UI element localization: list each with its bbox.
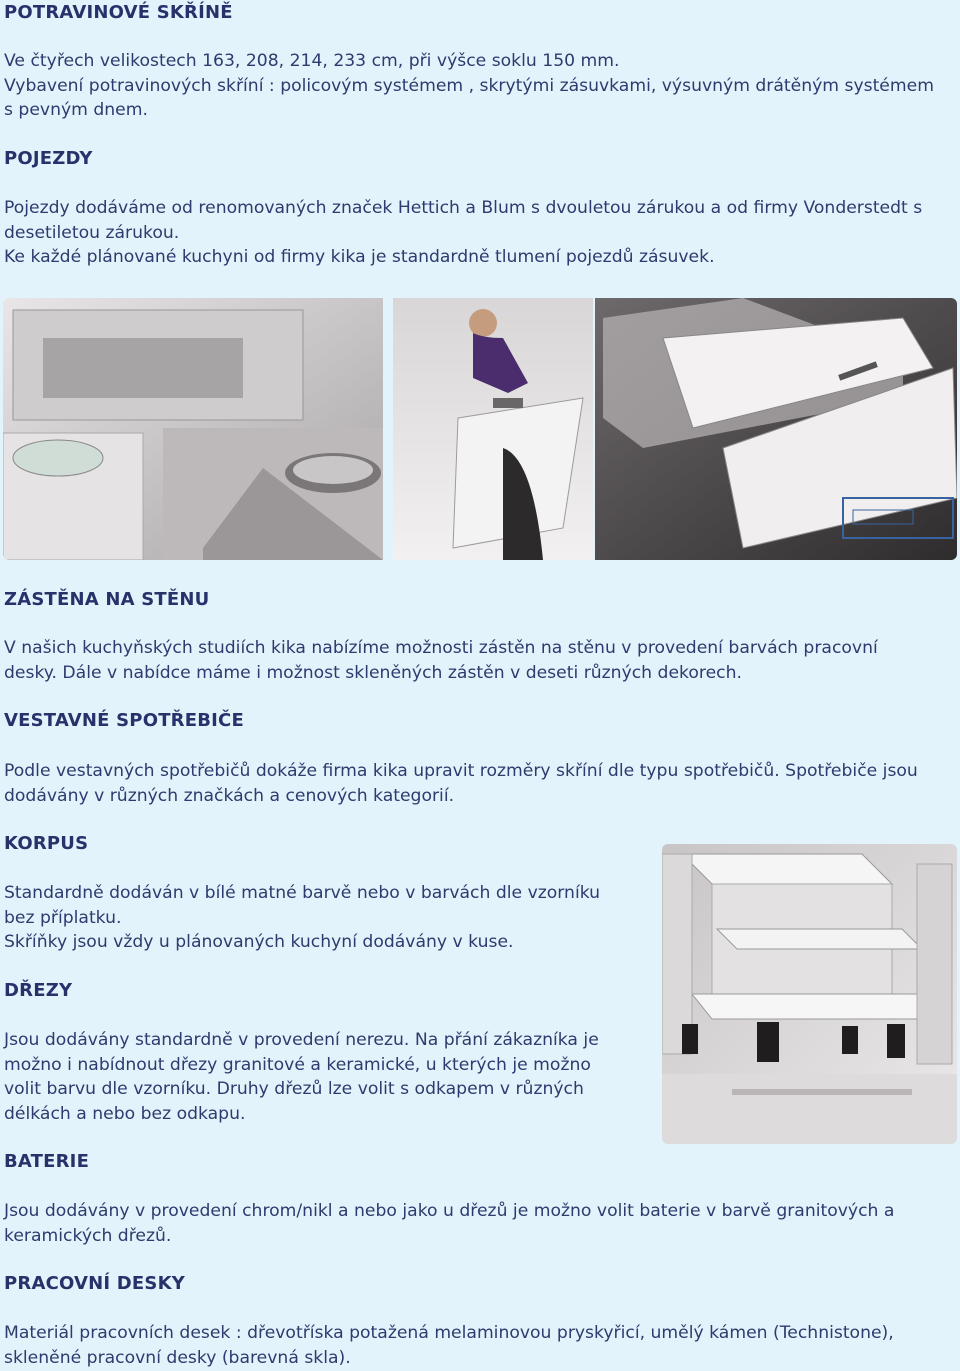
heading-pojezdy: POJEZDY bbox=[4, 148, 93, 169]
text-line: skleněné pracovní desky (barevná skla). bbox=[4, 1347, 351, 1368]
text-line: Ve čtyřech velikostech 163, 208, 214, 233 cm, při výšce soklu 150 mm. bbox=[4, 51, 620, 71]
heading-baterie: BATERIE bbox=[4, 1151, 90, 1172]
text-line: volit barvu dle vzorníku. Druhy dřezů lze volit s odkapem v různých bbox=[4, 1079, 584, 1100]
paragraph-vestavne-spotrebice bbox=[4, 759, 918, 808]
heading-pracovni-desky: PRACOVNÍ DESKY bbox=[4, 1273, 185, 1294]
text-line: Skříňky jsou vždy u plánovaných kuchyní dodávány v kuse. bbox=[4, 932, 514, 953]
text-line: Pojezdy dodáváme od renomovaných značek Hettich a Blum s dvouletou zárukou a od firmy Vonderstedt s bbox=[4, 198, 923, 218]
text-line: délkách a nebo bez odkapu. bbox=[4, 1103, 246, 1124]
text-line: V našich kuchyňských studiích kika nabízíme možnosti zástěn na stěnu v provedení barvách pracovní bbox=[4, 638, 878, 658]
paragraph-baterie bbox=[4, 1199, 894, 1248]
paragraph-korpus bbox=[4, 881, 600, 955]
text-line: Podle vestavných spotřebičů dokáže firma kika upravit rozměry skříní dle typu spotřebičů. Spotřebiče jsou bbox=[4, 761, 918, 781]
paragraph-pracovni-desky bbox=[4, 1321, 894, 1370]
text-line: s pevným dnem. bbox=[4, 100, 148, 121]
text-line: Vybavení potravinových skříní : policovým systémem , skrytými zásuvkami, výsuvným drátěným systémem bbox=[4, 75, 934, 96]
cabinet-corpus-photo bbox=[662, 844, 957, 1144]
drawer-systems-photo-collage bbox=[3, 298, 957, 560]
text-line: Standardně dodáván v bílé matné barvě nebo v barvách dle vzorníku bbox=[4, 883, 601, 903]
text-line: keramických dřezů. bbox=[4, 1225, 172, 1246]
heading-zastena-na-stenu: ZÁSTĚNA NA STĚNU bbox=[4, 589, 210, 610]
text-line: bez příplatku. bbox=[4, 907, 122, 928]
paragraph-pojezdy bbox=[4, 196, 922, 270]
text-line: možno i nabídnout dřezy granitové a keramické, u kterých je možno bbox=[4, 1054, 591, 1075]
heading-drezy: DŘEZY bbox=[4, 980, 73, 1001]
text-line: Jsou dodávány v provedení chrom/nikl a nebo jako u dřezů je možno volit baterie v barvě granitových a bbox=[4, 1201, 895, 1221]
heading-potravinove-skrine: POTRAVINOVÉ SKŘÍNĚ bbox=[4, 2, 233, 23]
text-line: Ke každé plánované kuchyni od firmy kika je standardně tlumení pojezdů zásuvek. bbox=[4, 247, 715, 268]
text-line: desky. Dále v nabídce máme i možnost skleněných zástěn v deseti různých dekorech. bbox=[4, 662, 742, 683]
text-line: dodávány v různých značkách a cenových kategorií. bbox=[4, 785, 455, 806]
heading-korpus: KORPUS bbox=[4, 833, 89, 854]
paragraph-drezy bbox=[4, 1028, 599, 1126]
text-line: Jsou dodávány standardně v provedení nerezu. Na přání zákazníka je bbox=[4, 1030, 599, 1050]
text-line: desetiletou zárukou. bbox=[4, 222, 180, 243]
text-line: Materiál pracovních desek : dřevotříska potažená melaminovou pryskyřicí, umělý kámen (Technistone), bbox=[4, 1323, 894, 1343]
paragraph-zastena-na-stenu bbox=[4, 636, 878, 685]
heading-vestavne-spotrebice: VESTAVNÉ SPOTŘEBIČE bbox=[4, 710, 244, 731]
paragraph-potravinove-skrine bbox=[4, 49, 934, 123]
